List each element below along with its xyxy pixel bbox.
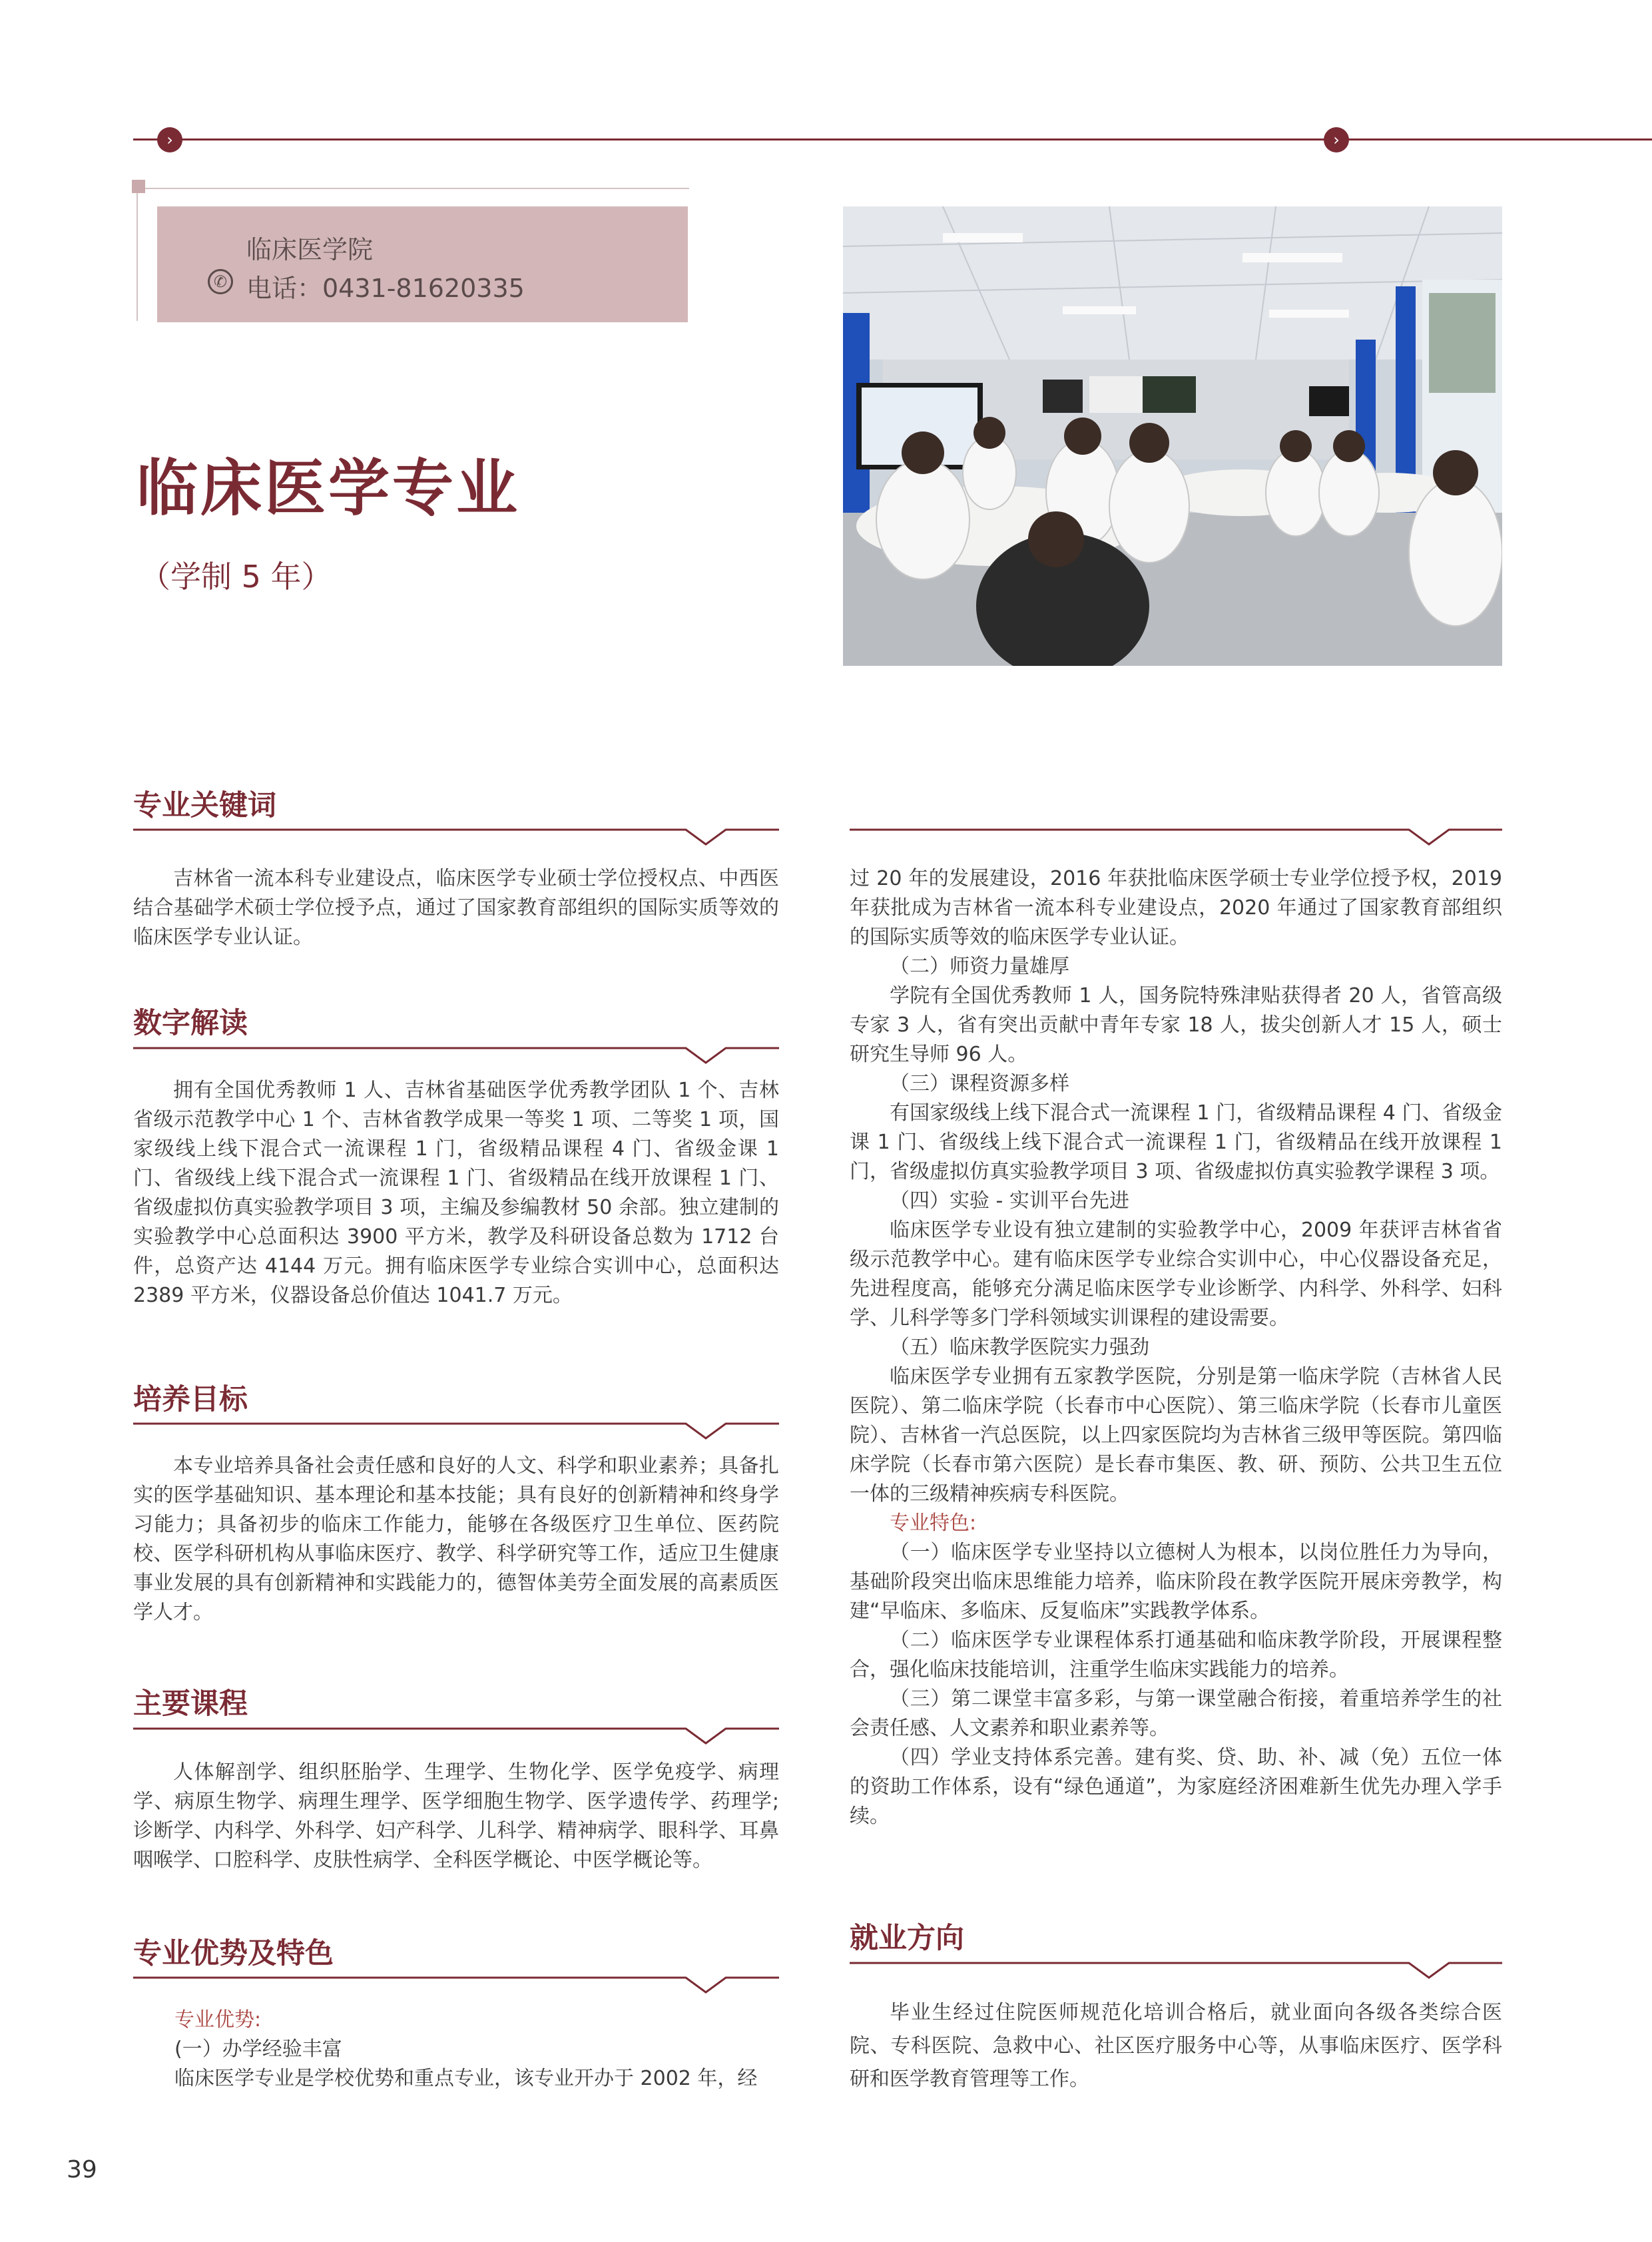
frame-line (137, 188, 689, 189)
section-title-advantages: 专业优势及特色 (133, 1937, 334, 1970)
advantage-5-text: 临床医学专业拥有五家教学医院，分别是第一临床学院（吉林省人民医院）、第二临床学院（长春市中心医院）、第三临床学院（长春市儿童医院）、吉林省一汽总医院，以上四家医院均为吉林省三级甲等医院。第四临床学院（长春市第六医院）是长春市集医、教、研、预防、公共卫生五位一体的三级精神疾病专科医院。 (850, 1365, 1502, 1506)
section-title-keywords: 专业关键词 (133, 789, 276, 822)
section-rule (133, 1418, 779, 1448)
section-rule (133, 1972, 779, 2002)
courses-text: 人体解剖学、组织胚胎学、生理学、生物化学、医学免疫学、病理学、病原生物学、病理生理学、医学细胞生物学、医学遗传学、药理学; 诊断学、内科学、外科学、妇产科学、儿科学、精神病学、眼科学、耳鼻咽喉学、口腔科学、皮肤性病学、全科医学概论、中医学概论等。 (133, 1761, 779, 1872)
section-title-goals: 培养目标 (133, 1383, 248, 1416)
advantage-3-title: （三）课程资源多样 (890, 1072, 1069, 1095)
career-text: 毕业生经过住院医师规范化培训合格后，就业面向各级各类综合医院、专科医院、急救中心、社区医疗服务中心等，从事临床医疗、医学科研和医学教育管理等工作。 (850, 2001, 1502, 2091)
classroom-illustration (843, 206, 1502, 666)
feature-3: （三）第二课堂丰富多彩，与第一课堂融合衔接，着重培养学生的社会责任感、人文素养和职业素养等。 (850, 1687, 1502, 1740)
college-name: 临床医学院 (246, 235, 374, 264)
page-title: 临床医学专业 (137, 452, 521, 524)
advantages-text-continued (850, 864, 1502, 1831)
section-rule (133, 1043, 779, 1072)
frame-dot (132, 180, 145, 193)
goals-text: 本专业培养具备社会责任感和良好的人文、科学和职业素养；具备扎实的医学基础知识、基本理论和基本技能；具有良好的创新精神和终身学习能力；具备初步的临床工作能力，能够在各级医疗卫生单位、医药院校、医学科研机构从事临床医疗、教学、科学研究等工作，适应卫生健康事业发展的具有创新精神和实践能力的，德智体美劳全面发展的高素质医学人才。 (133, 1454, 779, 1624)
feature-4: （四）学业支持体系完善。建有奖、贷、助、补、减（免）五位一体的资助工作体系，设有“绿色通道”，为家庭经济困难新生优先办理入学手续。 (850, 1746, 1502, 1828)
section-title-courses: 主要课程 (133, 1687, 248, 1721)
chevron-right-icon: › (1324, 127, 1349, 152)
features-label: 专业特色: (890, 1512, 977, 1535)
chevron-right-icon: › (157, 127, 182, 152)
advantage-1-text: 临床医学专业是学校优势和重点专业，该专业开办于 2002 年，经 (174, 2067, 758, 2090)
advantage-3-text: 有国家级线上线下混合式一流课程 1 门，省级精品课程 4 门、省级金课 1 门、省级线上线下混合式一流课程 1 门，省级精品在线开放课程 1 门，省级虚拟仿真实验教学项目 3 项、省级虚拟仿真实验教学课程 3 项。 (850, 1101, 1502, 1183)
section-rule (133, 824, 779, 854)
advantage-5-title: （五）临床教学医院实力强劲 (890, 1336, 1149, 1359)
section-title-career: 就业方向 (850, 1922, 964, 1955)
advantage-4-title: （四）实验 - 实训平台先进 (890, 1189, 1129, 1213)
feature-1: （一）临床医学专业坚持以立德树人为根本，以岗位胜任力为导向，基础阶段突出临床思维能力培养，临床阶段在教学医院开展床旁教学，构建“早临床、多临床、反复临床”实践教学体系。 (850, 1541, 1502, 1623)
advantage-2-title: （二）师资力量雄厚 (890, 955, 1069, 978)
advantage-1-title: (一）办学经验丰富 (174, 2038, 342, 2061)
advantage-1-text-continued: 过 20 年的发展建设，2016 年获批临床医学硕士专业学位授予权，2019 年获批成为吉林省一流本科专业建设点，2020 年通过了国家教育部组织的国际实质等效的临床医学专业认证。 (850, 867, 1502, 949)
frame-line (137, 188, 138, 321)
phone-icon: ✆ (208, 269, 233, 294)
duration-label: （学制 5 年） (140, 559, 332, 595)
section-rule (133, 1723, 779, 1753)
college-info-box (157, 206, 688, 322)
page-number: 39 (67, 2156, 97, 2183)
keywords-text: 吉林省一流本科专业建设点，临床医学专业硕士学位授权点、中西医结合基础学术硕士学位授予点，通过了国家教育部组织的国际实质等效的临床医学专业认证。 (133, 867, 779, 949)
advantages-label: 专业优势: (174, 2008, 262, 2032)
advantages-text-start (174, 2006, 779, 2094)
advantage-2-text: 学院有全国优秀教师 1 人，国务院特殊津贴获得者 20 人，省管高级专家 3 人，省有突出贡献中青年专家 18 人，拔尖创新人才 15 人，硕士研究生导师 96 人。 (850, 984, 1502, 1066)
section-rule (850, 824, 1502, 854)
section-title-numbers: 数字解读 (133, 1007, 248, 1040)
advantage-4-text: 临床医学专业设有独立建制的实验教学中心，2009 年获评吉林省省级示范教学中心。建有临床医学专业综合实训中心，中心仪器设备充足，先进程度高，能够充分满足临床医学专业诊断学、内科学、外科学、妇科学、儿科学等多门学科领域实训课程的建设需要。 (850, 1219, 1502, 1330)
section-rule (850, 1958, 1502, 1987)
feature-2: （二）临床医学专业课程体系打通基础和临床教学阶段，开展课程整合，强化临床技能培训，注重学生临床实践能力的培养。 (850, 1629, 1502, 1681)
college-phone: 电话：0431-81620335 (246, 274, 525, 303)
top-divider-line (133, 139, 1652, 140)
classroom-photo (843, 206, 1502, 666)
numbers-text: 拥有全国优秀教师 1 人、吉林省基础医学优秀教学团队 1 个、吉林省级示范教学中心 1 个、吉林省教学成果一等奖 1 项、二等奖 1 项，国家级线上线下混合式一流课程 1 门，省级精品课程 4 门、省级金课 1 门、省级线上线下混合式一流课程 1 门、省级精品在线开放课程 1 门、省级虚拟仿真实验教学项目 3 项，主编及参编教材 50 余部。独立建制的实验教学中心总面积达 3900 平方米，教学及科研设备总数为 1712 台件，总资产达 4144 万元。拥有临床医学专业综合实训中心，总面积达 2389 平方米，仪器设备总价值达 1041.7 万元。 (133, 1079, 779, 1307)
